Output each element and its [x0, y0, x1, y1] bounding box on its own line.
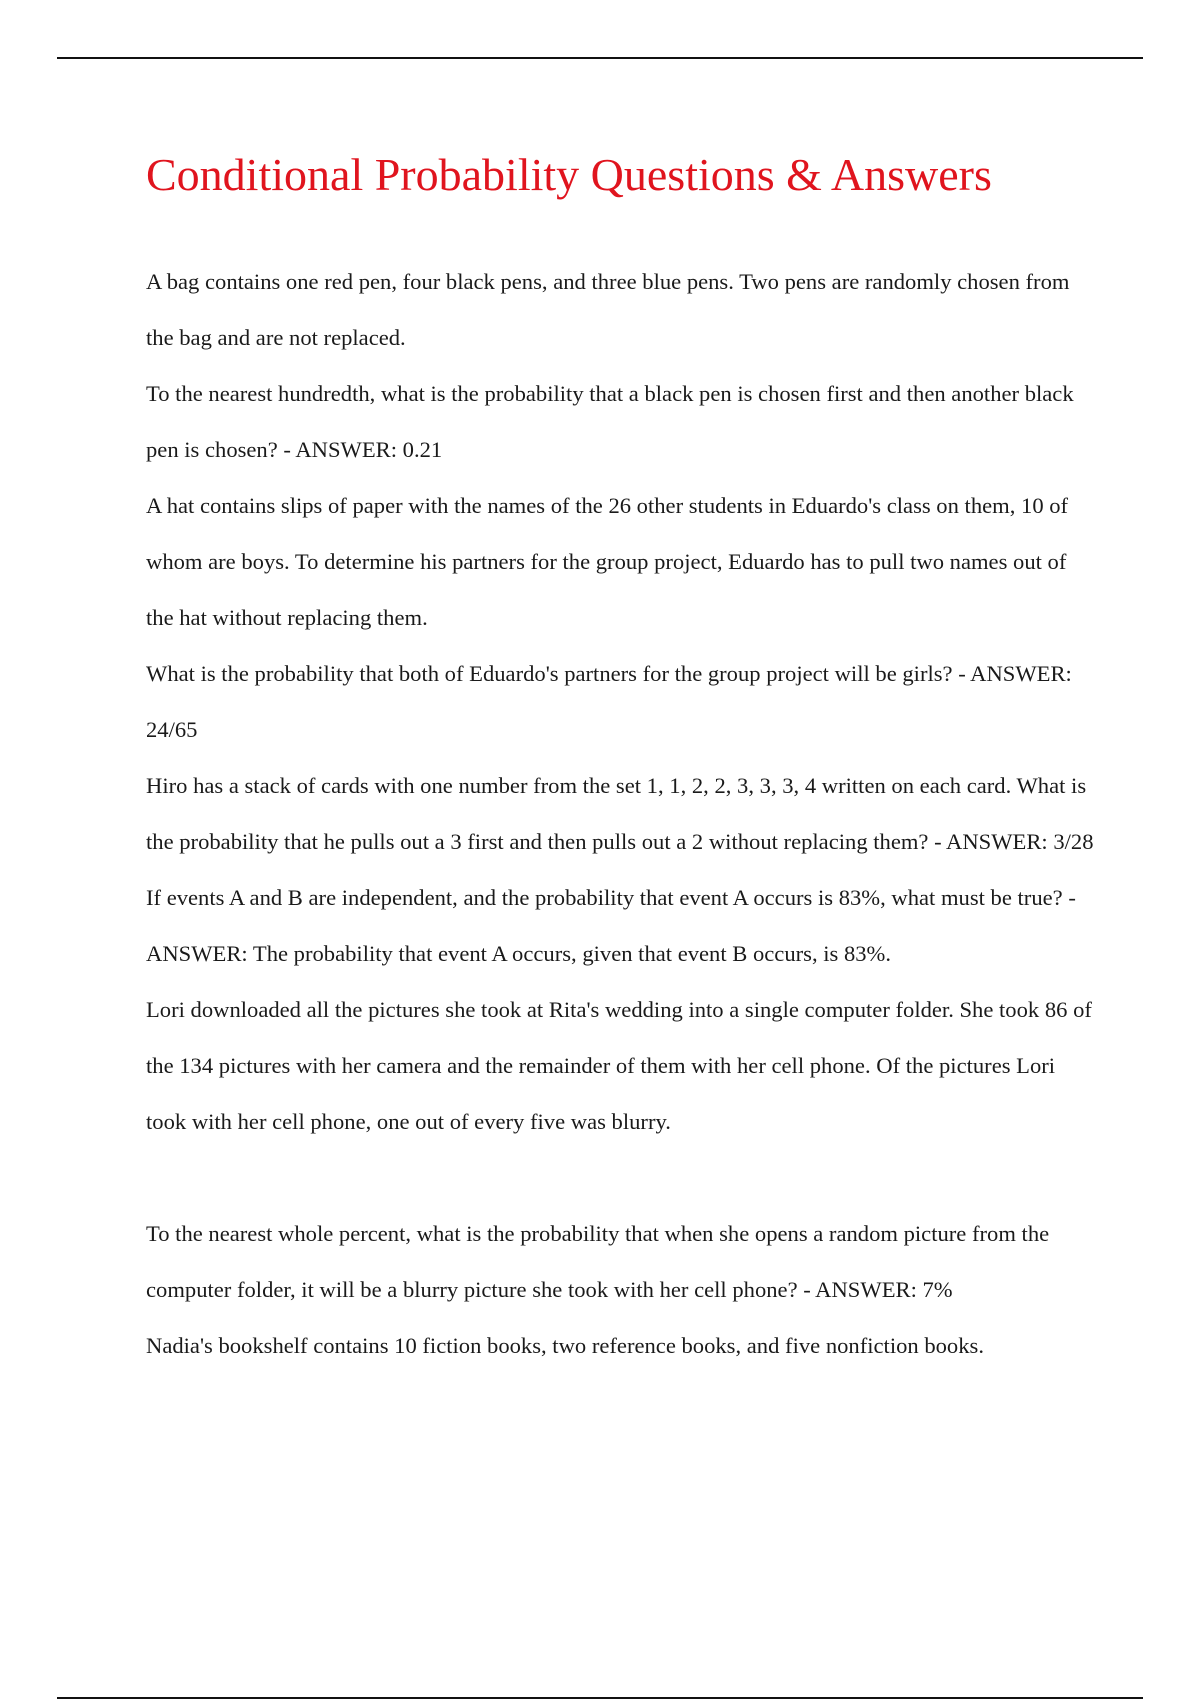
question-paragraph: Nadia's bookshelf contains 10 fiction books, two reference books, and five nonfiction books. [146, 1333, 984, 1358]
paragraph-spacer [146, 1150, 1096, 1206]
document-content [146, 140, 1096, 1374]
question-paragraph: A bag contains one red pen, four black pens, and three blue pens. Two pens are randomly chosen from the bag and are not replaced. [146, 269, 1070, 350]
question-paragraph: What is the probability that both of Eduardo's partners for the group project will be girls? - ANSWER: 24/65 [146, 661, 1072, 742]
question-paragraph: To the nearest hundredth, what is the probability that a black pen is chosen first and then another black pen is chosen? - ANSWER: 0.21 [146, 381, 1074, 462]
page-title: Conditional Probability Questions & Answers [146, 149, 992, 200]
document-body [146, 254, 1096, 1374]
question-paragraph: Hiro has a stack of cards with one number from the set 1, 1, 2, 2, 3, 3, 3, 4 written on each card. What is the probability that he pulls out a 3 first and then pulls out a 2 without replacing them? - ANSWER: 3/28 [146, 773, 1094, 854]
question-paragraph: A hat contains slips of paper with the names of the 26 other students in Eduardo's class on them, 10 of whom are boys. To determine his partners for the group project, Eduardo has to pull two names out of the hat without replacing them. [146, 493, 1069, 630]
question-paragraph: If events A and B are independent, and the probability that event A occurs is 83%, what must be true? - ANSWER: The probability that event A occurs, given that event B occurs, is 83%. [146, 885, 1076, 966]
top-rule [57, 57, 1143, 59]
bottom-rule [57, 1697, 1143, 1699]
question-paragraph: Lori downloaded all the pictures she took at Rita's wedding into a single computer folder. She took 86 of the 134 pictures with her camera and the remainder of them with her cell phone. Of the pictures Lori took with her cell phone, one out of every five was blurry. [146, 997, 1092, 1134]
question-paragraph: To the nearest whole percent, what is the probability that when she opens a random picture from the computer folder, it will be a blurry picture she took with her cell phone? - ANSWER: 7% [146, 1221, 1050, 1302]
